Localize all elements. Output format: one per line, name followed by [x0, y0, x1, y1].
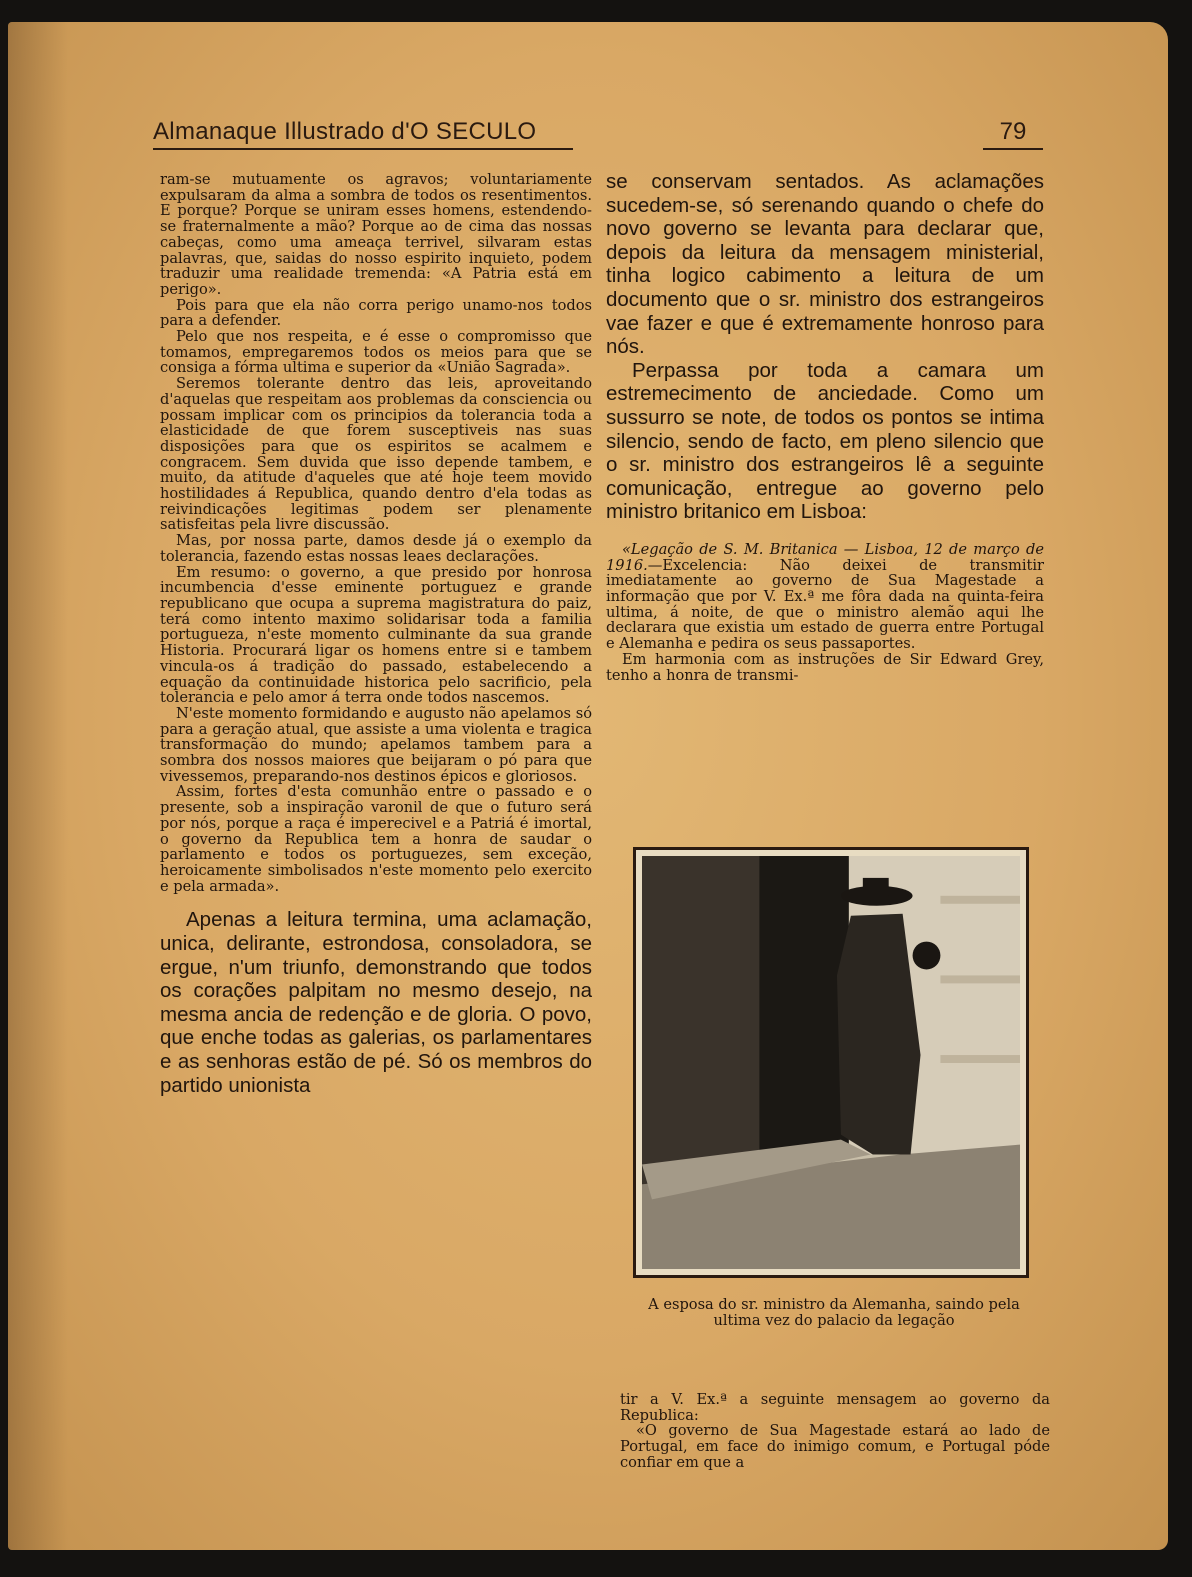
- paragraph: N'este momento formidando e augusto não apelamos só para a geração atual, que assiste a uma violenta e tragica transformação do mundo; apelamos tambem para a sombra dos nossos maiores que beijaram o pó para que vivessemos, preparando-nos destinos épicos e gloriosos.: [160, 704, 592, 785]
- paragraph: Em resumo: o governo, a que presido por honrosa incumbencia d'esse eminente portuguez e grande republicano que ocupa a suprema magistratura do paiz, terá como intento maximo solidarisar toda a familia portugueza, n'este momento culminante da sua grande Historia. Procurará ligar os homens entre si e tambem vincula-os á tradição do passado, estabelecendo a equação da continuidade historica pelo sacrificio, pela tolerancia e pelo amor á terra onde todos nascemos.: [160, 563, 592, 707]
- paragraph: Seremos tolerante dentro das leis, aproveitando d'aquelas que respeitam aos problemas da consciencia ou possam implicar com os principios da tolerancia toda a elasticidade de que forem susceptiveis nas suas disposições para que os espiritos se acalmem e congracem. Sem duvida que isso depende tambem, e muito, da atitude d'aqueles que até hoje teem movido hostilidades á Republica, quando dentro d'ela todas as reivindicações legitimas podem ser plenamente satisfeitas pela livre discussão.: [160, 375, 592, 534]
- page-number: 79: [983, 118, 1043, 150]
- photograph-image: [642, 856, 1020, 1269]
- photograph-drawing: [642, 856, 1020, 1269]
- right-column-continuation: [620, 1392, 1050, 1471]
- paragraph: Apenas a leitura termina, uma aclamação, unica, delirante, estrondosa, consoladora, se ergue, n'um triunfo, demonstrando que todos os corações palpitam no mesmo desejo, na mesma ancia de redenção e de gloria. O povo, que enche todas as galerias, os parlamentares e as senhoras estão de pé. Só os membros do partido unionista: [160, 908, 592, 1097]
- right-column: [606, 170, 1044, 683]
- british-legation-letter: [606, 542, 1044, 683]
- paragraph: Mas, por nossa parte, damos desde já o exemplo da tolerancia, fazendo estas nossas leaes declarações.: [160, 532, 592, 565]
- page-header: [153, 118, 1043, 152]
- running-title: Almanaque Illustrado d'O SECULO: [153, 118, 573, 150]
- paragraph: Assim, fortes d'esta comunhão entre o passado e o presente, sob a inspiração varonil de que o futuro será por nós, porque a raça é imperecivel e a Patriá é imortal, o governo da Republica tem a honra de saudar o parlamento e todos os portuguezes, sem exceção, heroicamente simbolisados n'este momento pelo exercito e pela armada».: [160, 783, 592, 895]
- photo-caption: A esposa do sr. ministro da Alemanha, saindo pela ultima vez do palacio da legação: [648, 1296, 1020, 1329]
- letter-heading: «Legação de S. M. Britanica — Lisboa, 12 de março de 1916.: [606, 540, 1044, 574]
- letter-body: —Excelencia: Não deixei de transmitir imediatamente ao governo de Sua Magestade a informação que por V. Ex.ª me fôra dada na quinta-feira ultima, á noite, de que o ministro alemão aqui lhe declarara que existia um estado de guerra entre Portugal e Alemanha e pedira os seus passaportes.: [606, 556, 1044, 653]
- paragraph: Perpassa por toda a camara um estremecimento de anciedade. Como um sussurro se note, de todos os pontos se intima silencio, sendo de facto, em pleno silencio que o sr. ministro dos estrangeiros lê a seguinte comunicação, entregue ao governo pelo ministro britanico em Lisboa:: [606, 358, 1044, 524]
- almanac-page: [8, 22, 1168, 1550]
- paragraph: Pois para que ela não corra perigo unamo-nos todos para a defender.: [160, 296, 592, 330]
- paragraph: tir a V. Ex.ª a seguinte mensagem ao governo da Republica:: [620, 1391, 1050, 1424]
- paragraph: Pelo que nos respeita, e é esse o compromisso que tomamos, empregaremos todos os meios para que se consiga a fórma ultima e superior da «União Sagrada».: [160, 328, 592, 377]
- paragraph: «O governo de Sua Magestade estará ao lado de Portugal, em face do inimigo comum, e Portugal póde confiar em que a: [620, 1422, 1050, 1471]
- legation-photograph: [633, 847, 1029, 1278]
- letter-paragraph: [606, 542, 1044, 652]
- letter-paragraph: Em harmonia com as instruções de Sir Edward Grey, tenho a honra de transmi-: [606, 650, 1044, 684]
- right-column-narration: [606, 170, 1044, 524]
- left-column: [160, 172, 592, 1097]
- paragraph: se conservam sentados. As aclamações sucedem-se, só serenando quando o chefe do novo governo se levanta para declarar que, depois da leitura da mensagem ministerial, tinha logico cabimento a leitura de um documento que o sr. ministro dos estrangeiros vae fazer e que é extremamente honroso para nós.: [606, 170, 1044, 359]
- left-column-narration: [160, 908, 592, 1097]
- paragraph: ram-se mutuamente os agravos; voluntariamente expulsaram da alma a sombra de todos os resentimentos. E porque? Porque se uniram esses homens, estendendo-se fraternalmente a mão? Porque ao de cima das nossas cabeças, como uma ameaça terrivel, silvaram estas palavras, que, saidas do nosso espirito inquieto, podem traduzir uma realidade tremenda: «A Patria está em perigo».: [160, 171, 592, 298]
- left-column-speech: [160, 172, 592, 894]
